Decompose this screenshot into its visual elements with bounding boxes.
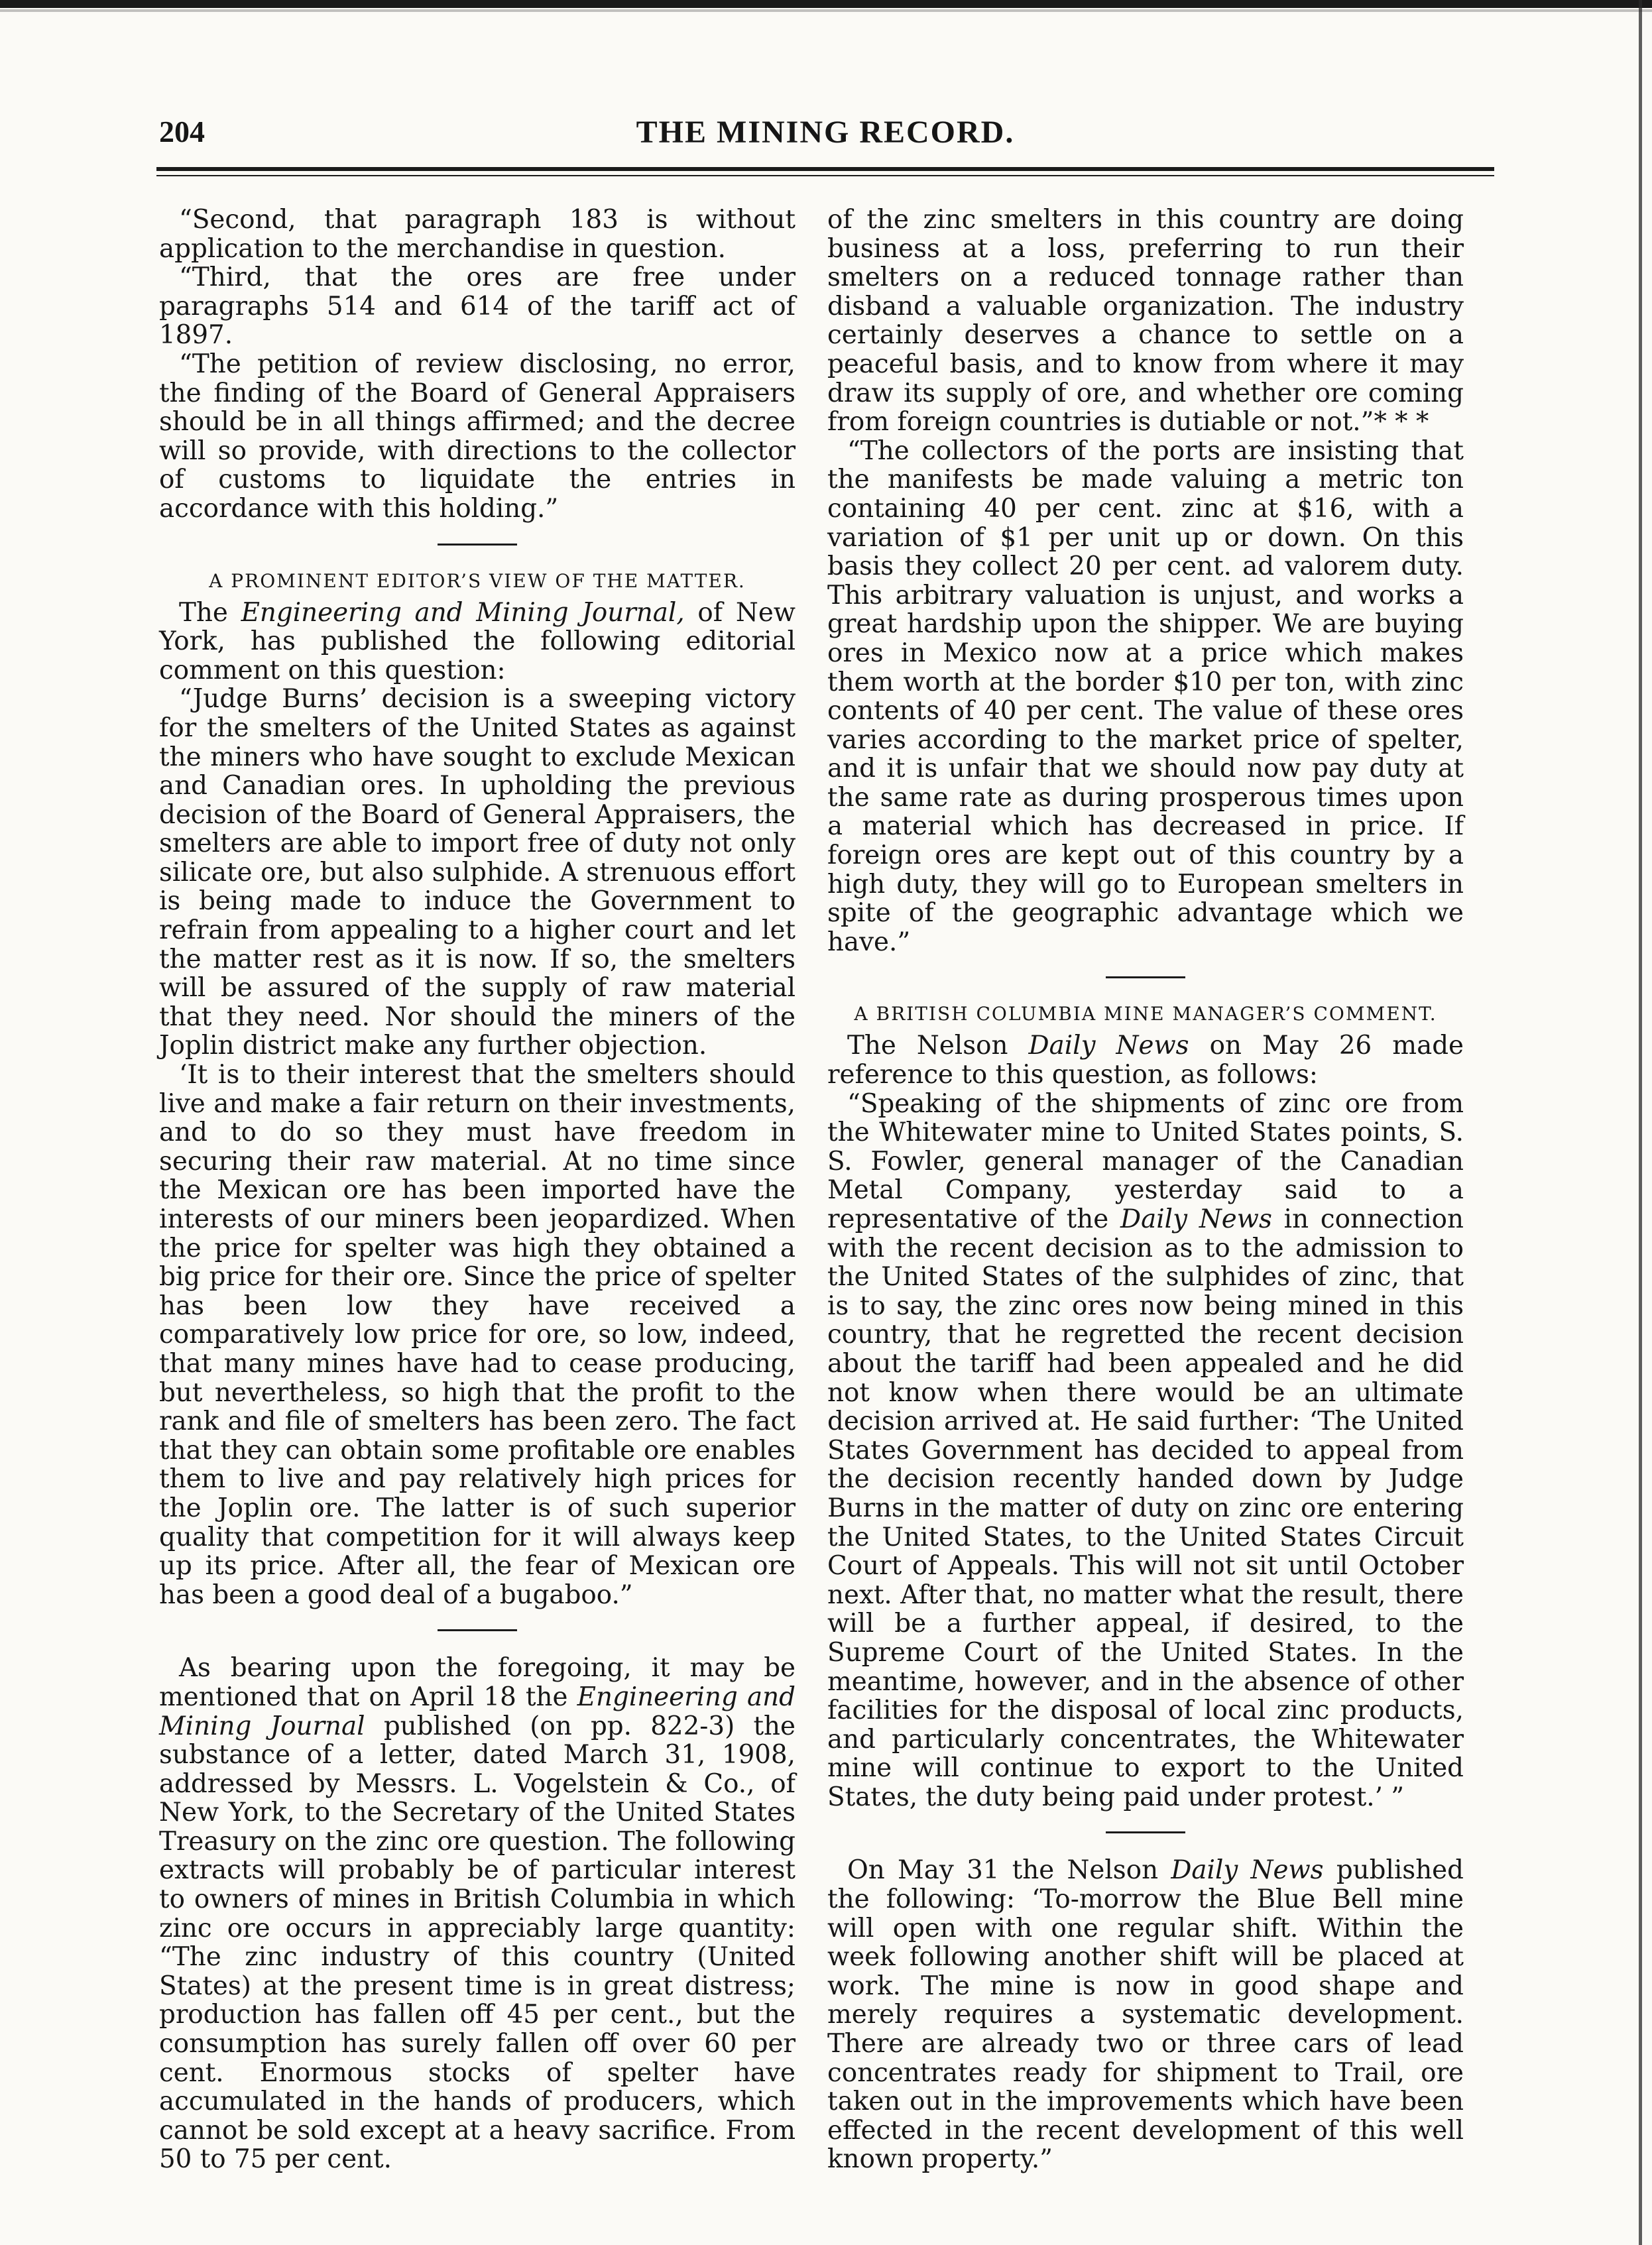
text-run: in connection with the recent decision as to the admission to the United States of the sulphides of zinc, that is to say, the zinc ores now being mined in this country, that he regretted the recent decision about the tariff had been appealed and he did not know when there would be an ultimate decision arrived at. He said further: ‘The United States Government has decided to appeal from the decision recently handed down by Judge Burns in the matter of duty on zinc ore entering the United States, to the United States Circuit Court of Appeals. This will not sit until October next. After that, no matter what the result, there will be a further appeal, if desired, to the Supreme Court of the United States. In the meantime, however, and in the absence of other facilities for the disposal of local zinc products, and particularly concentrates, the Whitewater mine will continue to export to the United States, the duty being paid under protest.’ ” (827, 1204, 1464, 1812)
left-column (159, 205, 796, 2174)
running-title: THE MINING RECORD. (636, 115, 1015, 150)
paragraph: “Third, that the ores are free under paragraphs 514 and 614 of the tariff act of 1897. (159, 262, 796, 351)
paragraph (159, 599, 796, 685)
section-heading: A PROMINENT EDITOR’S VIEW OF THE MATTER. (209, 569, 746, 592)
paragraph: “The petition of review disclosing, no error, the finding of the Board of General Appraisers should be in all things affirmed; and the decree will so provide, with directions to the collector of customs to liquidate the entries in accordance with this holding.” (159, 349, 796, 524)
paragraph (827, 1031, 1464, 1089)
newspaper-title: Daily News (1120, 1204, 1272, 1234)
section-separator (438, 544, 517, 546)
text-run: on May 26 made reference to this question, as follows: (827, 1031, 1464, 1090)
section-separator (1106, 1831, 1185, 1833)
right-border-line (1639, 0, 1642, 2245)
header-rule-thick (156, 167, 1494, 171)
text-run: As bearing upon the foregoing, it may be mentioned that on April 18 the (159, 1653, 796, 1712)
top-border-shadow (0, 9, 1652, 12)
journal-title: Engineering and Mining Journal, (241, 597, 685, 628)
text-run: The (179, 597, 241, 628)
page-number: 204 (159, 115, 205, 148)
paragraph: ‘It is to their interest that the smelters should live and make a fair return on their investments, and to do so they must have freedom in securing their raw material. At no time since the Mexican ore has been imported have the interests of our miners been jeopardized. When the price for spelter was high they obtained a big price for their ore. Since the price of spelter has been low they have received a comparatively low price for ore, so low, indeed, that many mines have had to cease producing, but nevertheless, so high that the profit to the rank and file of smelters has been zero. The fact that they can obtain some profitable ore enables them to live and pay relatively high prices for the Joplin ore. The latter is of such superior quality that competition for it will always keep up its price. After all, the fear of Mexican ore has been a good deal of a bugaboo.” (159, 1060, 796, 1610)
text-run: The Nelson (847, 1031, 1029, 1061)
newspaper-title: Daily News (1171, 1855, 1324, 1886)
page-header (159, 114, 1492, 160)
text-run: published (on pp. 822-3) the substance of a letter, dated March 31, 1908, addressed by Messrs. L. Vogelstein & Co., of New York, to the Secretary of the United States Treasury on the zinc ore question. The following extracts will probably be of particular interest to owners of mines in British Columbia in which zinc ore occurs in appreciably large quantity: “The zinc industry of this country (United States) at the present time is in great distress; production has fallen off 45 per cent., but the consumption has surely fallen off over 60 per cent. Enormous stocks of spelter have accumulated in the hands of producers, which cannot be sold except at a heavy sacrifice. From 50 to 75 per cent. (159, 1711, 796, 2175)
paragraph (827, 1090, 1464, 1812)
paragraph: “The collectors of the ports are insisting that the manifests be made valuing a metric ton containing 40 per cent. zinc at $16, with a variation of $1 per unit up or down. On this basis they collect 20 per cent. ad valorem duty. This arbitrary valuation is unjust, and works a great hardship upon the shipper. We are buying ores in Mexico now at a price which makes them worth at the border $10 per ton, with zinc contents of 40 per cent. The value of these ores varies according to the market price of spelter, and it is unfair that we should now pay duty at the same rate as during prosperous times upon a material which has decreased in price. If foreign ores are kept out of this country by a high duty, they will go to European smelters in spite of the geographic advantage which we have.” (827, 435, 1464, 957)
section-heading: A BRITISH COLUMBIA MINE MANAGER’S COMMENT. (854, 1003, 1437, 1025)
text-run: On May 31 the Nelson (847, 1855, 1171, 1886)
paragraph: of the zinc smelters in this country are doing business at a loss, preferring to run their smelters on a reduced tonnage rather than disband a valuable organization. The industry certainly deserves a chance to settle on a peaceful basis, and to know from where it may draw its supply of ore, and whether ore coming from foreign countries is dutiable or not.”* * * (827, 205, 1464, 437)
section-separator (438, 1629, 517, 1631)
header-rule-thin (156, 175, 1494, 176)
paragraph: “Second, that paragraph 183 is without application to the merchandise in question. (159, 205, 796, 264)
text-run: of New York, has published the following editorial comment on this question: (159, 597, 796, 685)
paragraph (827, 1856, 1464, 2174)
paragraph (159, 1654, 796, 2174)
top-border-line (0, 0, 1652, 8)
right-column (827, 205, 1464, 2174)
section-separator (1106, 976, 1185, 978)
paragraph: “Judge Burns’ decision is a sweeping victory for the smelters of the United States as against the miners who have sought to exclude Mexican and Canadian ores. In upholding the previous decision of the Board of General Appraisers, the smelters are able to import free of duty not only silicate ore, but also sulphide. A strenuous effort is being made to induce the Government to refrain from appealing to a higher court and let the matter rest as it is now. If so, the smelters will be assured of the supply of raw material that they need. Nor should the miners of the Joplin district make any further objection. (159, 684, 796, 1061)
text-run: “Speaking of the shipments of zinc ore from the Whitewater mine to United States points, S. S. Fowler, general manager of the Canadian Metal Company, yesterday said to a representative of the (827, 1088, 1464, 1234)
newspaper-title: Daily News (1028, 1031, 1189, 1061)
journal-title: Engineering and Mining Journal (159, 1682, 796, 1741)
text-run: published the following: ‘To-morrow the Blue Bell mine will open with one regular shift. Within the week following another shift will be placed at work. The mine is now in good shape and merely requires a systematic development. There are already two or three cars of lead concentrates ready for shipment to Trail, ore taken out in the improvements which have been effected in the recent development of this well known property.” (827, 1855, 1464, 2175)
